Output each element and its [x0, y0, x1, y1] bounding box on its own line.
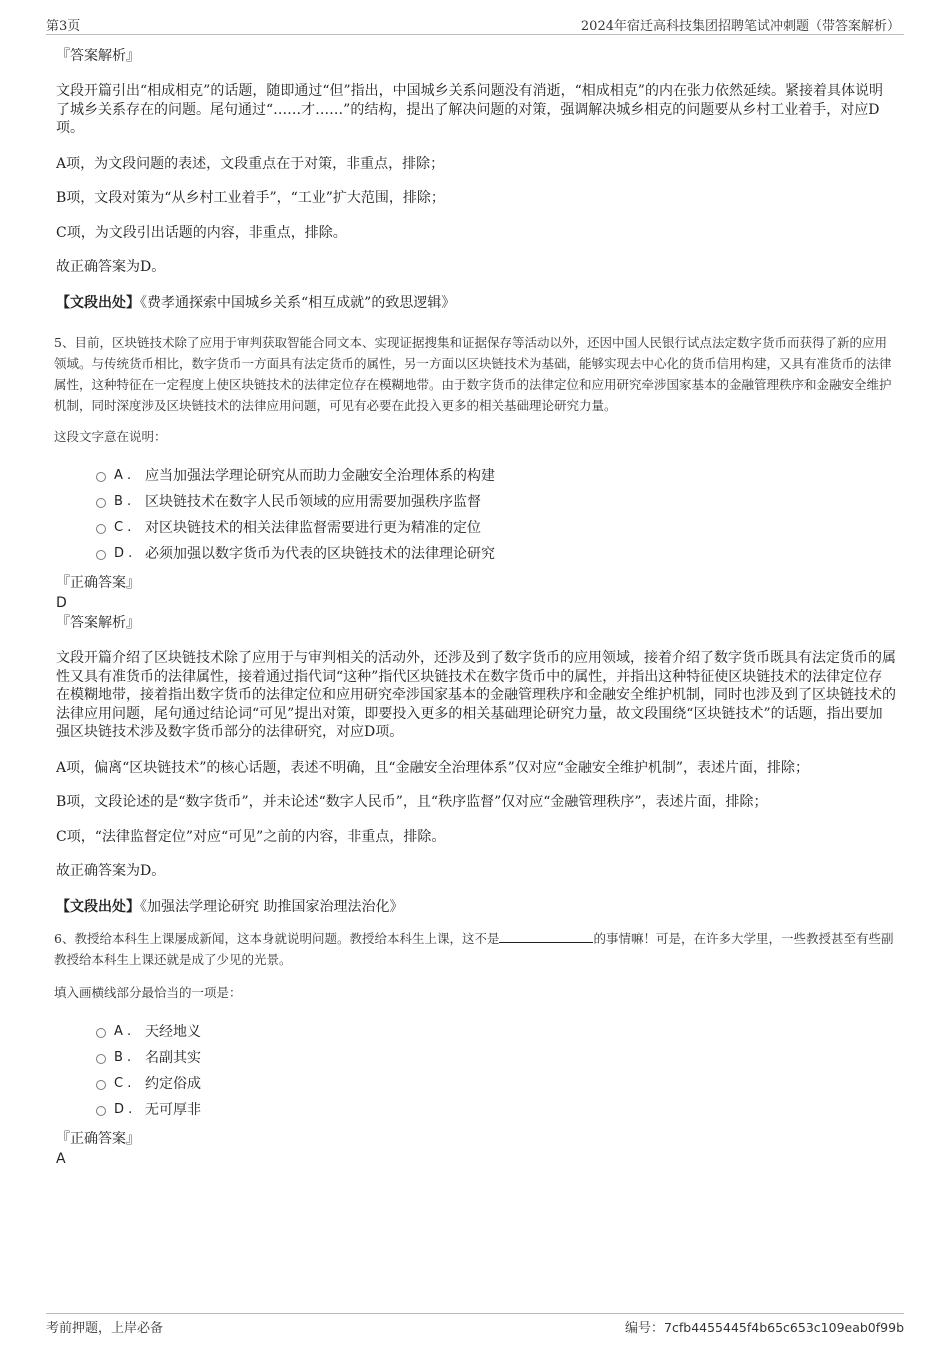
radio-button-icon[interactable] — [96, 1054, 106, 1064]
page-number: 第3页 — [46, 19, 81, 34]
analysis-label: 『答案解析』 — [56, 615, 140, 631]
correct-answer: D — [56, 595, 67, 611]
source-label: 【文段出处】 — [56, 294, 140, 311]
analysis-text: 文段开篇引出“相成相克”的话题，随即通过“但”指出，中国城乡关系问题没有消逝，“相成相克”的内在张力依然延续。紧接着具体说明了城乡关系存在的问题。尾句通过“……才……”的结构，提出了解决问题的对策，强调解决城乡相克的问题要从乡村工业着手，对应D项。 — [56, 83, 883, 136]
radio-button-icon[interactable] — [96, 472, 106, 482]
document-title: 2024年宿迁高科技集团招聘笔试冲刺题（带答案解析） — [580, 19, 900, 34]
source-line — [56, 898, 896, 917]
question-6-prompt: 填入画横线部分最恰当的一项是： — [54, 985, 242, 1000]
document-id: 编号：7cfb4455445f4b65c653c109eab0f99b — [625, 1320, 904, 1336]
analysis-label: 『答案解析』 — [56, 48, 140, 64]
option-a[interactable]: A . 应当加强法学理论研究从而助力金融安全治理体系的构建 — [56, 463, 896, 489]
source-text: 《加强法学理论研究 助推国家治理法治化》 — [140, 898, 404, 915]
analysis-option-c: C项，为文段引出话题的内容，非重点，排除。 — [56, 224, 347, 241]
source-line — [56, 294, 896, 313]
option-d[interactable]: D . 无可厚非 — [56, 1097, 896, 1123]
radio-button-icon[interactable] — [96, 1028, 106, 1038]
analysis-conclusion: 故正确答案为D。 — [56, 259, 166, 275]
analysis-option-a: A项，为文段问题的表述，文段重点在于对策，非重点，排除； — [56, 155, 445, 172]
page-header — [46, 14, 904, 35]
option-c[interactable]: C . 约定俗成 — [56, 1071, 896, 1097]
question-5-prompt: 这段文字意在说明： — [54, 429, 167, 444]
radio-button-icon[interactable] — [96, 524, 106, 534]
source-text: 《费孝通探索中国城乡关系“相互成就”的致思逻辑》 — [140, 294, 456, 311]
question-6-stem: 6、教授给本科生上课屡成新闻，这本身就说明问题。教授给本科生上课，这不是 的事情嘛！可是，在许多大学里，一些教授甚至有些副教授给本科生上课还就是成了少见的光景。 — [54, 931, 894, 967]
option-b[interactable]: B . 区块链技术在数字人民币领域的应用需要加强秩序监督 — [56, 489, 896, 515]
page-footer — [46, 1313, 904, 1336]
analysis-option-a: A项，偏离“区块链技术”的核心话题，表述不明确，且“金融安全治理体系”仅对应“金融安全维护机制”，表述片面，排除； — [56, 759, 810, 776]
correct-answer-label: 『正确答案』 — [56, 575, 140, 591]
analysis-conclusion: 故正确答案为D。 — [56, 863, 166, 879]
analysis-option-b: B项，文段论述的是“数字货币”，并未论述“数字人民币”，且“秩序监督”仅对应“金融管理秩序”，表述片面，排除； — [56, 794, 768, 810]
question-5-stem: 5、目前，区块链技术除了应用于审判获取智能合同文本、实现证据搜集和证据保存等活动以外，还因中国人民银行试点法定数字货币而获得了新的应用领域。与传统货币相比，数字货币一方面具有法定货币的属性，另一方面以区块链技术为基础，能够实现去中心化的货币信用构建，又具有准货币的法律属性，这种特征在一定程度上使区块链技术的法律定位存在模糊地带。由于数字货币的法律定位和应用研究牵涉国家基本的金融管理秩序和金融安全维护机制，同时深度涉及区块链技术的法律应用问题，可见有必要在此投入更多的相关基础理论研究力量。 — [54, 335, 892, 413]
source-label: 【文段出处】 — [56, 898, 140, 915]
option-a[interactable]: A . 天经地义 — [56, 1019, 896, 1045]
option-b[interactable]: B . 名副其实 — [56, 1045, 896, 1071]
radio-button-icon[interactable] — [96, 498, 106, 508]
question-6-options — [56, 1019, 896, 1123]
option-d[interactable]: D . 必须加强以数字货币为代表的区块链技术的法律理论研究 — [56, 541, 896, 567]
radio-button-icon[interactable] — [96, 550, 106, 560]
fill-in-blank — [499, 929, 593, 943]
analysis-option-b: B项，文段对策为“从乡村工业着手”，“工业”扩大范围，排除； — [56, 190, 445, 206]
footer-slogan: 考前押题，上岸必备 — [46, 1321, 164, 1336]
analysis-option-c: C项，“法律监督定位”对应“可见”之前的内容，非重点，排除。 — [56, 828, 446, 845]
option-c[interactable]: C . 对区块链技术的相关法律监督需要进行更为精准的定位 — [56, 515, 896, 541]
correct-answer: A — [56, 1151, 66, 1167]
question-5-options — [56, 463, 896, 567]
main-content — [56, 44, 896, 1169]
analysis-text: 文段开篇介绍了区块链技术除了应用于与审判相关的活动外，还涉及到了数字货币的应用领域，接着介绍了数字货币既具有法定货币的属性又具有准货币的法律属性，接着通过指代词“这种”指代区块链技术在数字货币中的属性，并指出这种特征使区块链技术的法律定位存在模糊地带，接着指出数字货币的法律定位和应用研究牵涉国家基本的金融管理秩序和金融安全维护机制，同时也涉及到了区块链技术的法律应用问题，尾句通过结论词“可见”提出对策，即要投入更多的相关基础理论研究力量，故文段围绕“区块链技术”的话题，指出要加强区块链技术涉及数字货币部分的法律研究，对应D项。 — [56, 650, 896, 740]
correct-answer-label: 『正确答案』 — [56, 1131, 140, 1147]
radio-button-icon[interactable] — [96, 1080, 106, 1090]
radio-button-icon[interactable] — [96, 1106, 106, 1116]
